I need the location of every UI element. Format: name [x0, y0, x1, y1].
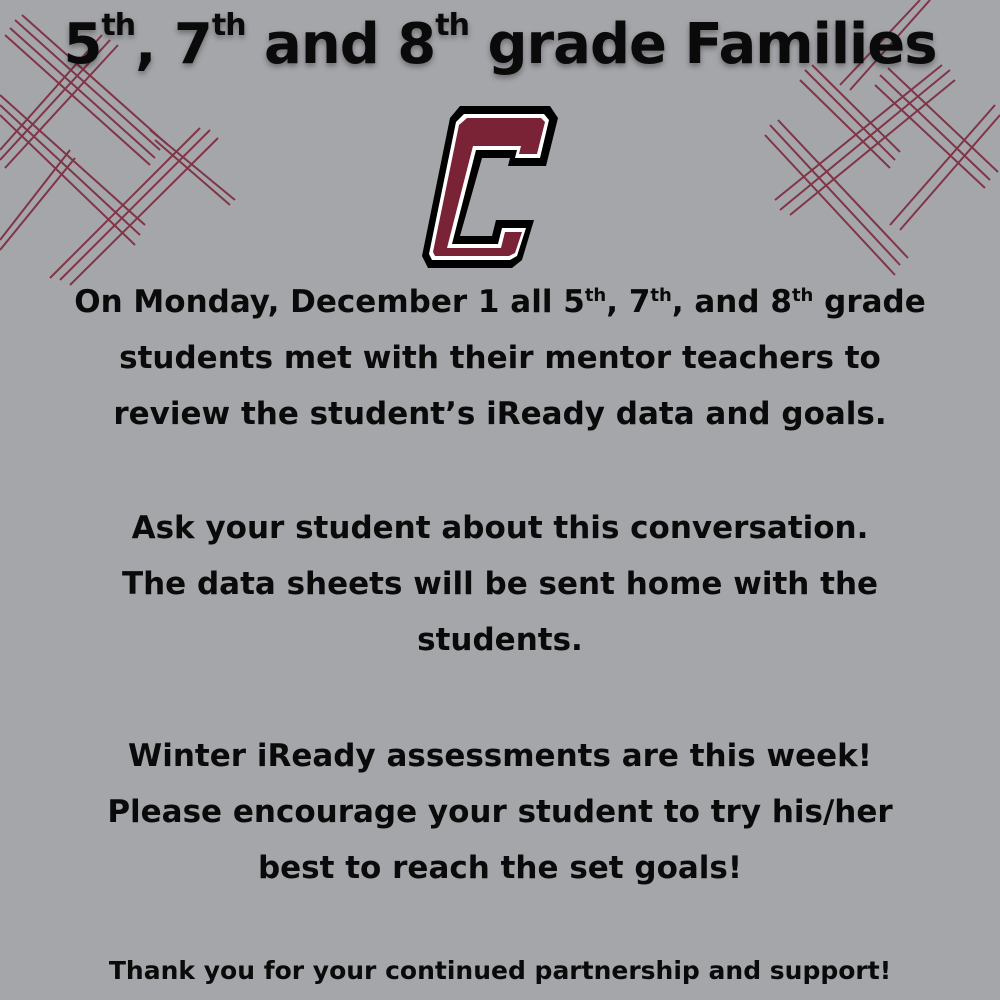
- ordinal-suffix: th: [584, 285, 607, 306]
- text: grade: [813, 284, 926, 320]
- paragraph-line: students.: [417, 622, 583, 658]
- paragraph-ask-student: [0, 500, 1000, 668]
- paragraph-line: Winter iReady assessments are this week!: [128, 738, 872, 774]
- paragraph-line: students met with their mentor teachers to: [119, 340, 881, 376]
- paragraph-mentor-meeting: [0, 274, 1000, 442]
- paragraph-line: Please encourage your student to try his/her: [107, 794, 893, 830]
- text: , 7: [606, 284, 651, 320]
- title-text: 5: [63, 12, 102, 77]
- title-text: , 7: [135, 12, 212, 77]
- ordinal-suffix: th: [101, 8, 136, 43]
- ordinal-suffix: th: [791, 285, 814, 306]
- ordinal-suffix: th: [211, 8, 246, 43]
- ordinal-suffix: th: [650, 285, 672, 306]
- text: On Monday, December 1 all 5: [74, 284, 585, 320]
- paragraph-line: The data sheets will be sent home with the: [121, 566, 879, 602]
- title-text: and 8: [245, 12, 436, 77]
- paragraph-line: review the student’s iReady data and goals.: [113, 396, 887, 432]
- thank-you-footer: Thank you for your continued partnership and support!: [108, 956, 892, 985]
- text: , and 8: [671, 284, 792, 320]
- school-c-logo: [420, 104, 560, 270]
- paragraph-line: [0, 274, 1000, 330]
- page-title: [0, 8, 1000, 77]
- title-text: grade Families: [468, 12, 937, 77]
- paragraph-line: Ask your student about this conversation.: [131, 510, 869, 546]
- paragraph-line: best to reach the set goals!: [257, 850, 743, 886]
- paragraph-winter-assessments: [0, 728, 1000, 896]
- ordinal-suffix: th: [435, 8, 469, 43]
